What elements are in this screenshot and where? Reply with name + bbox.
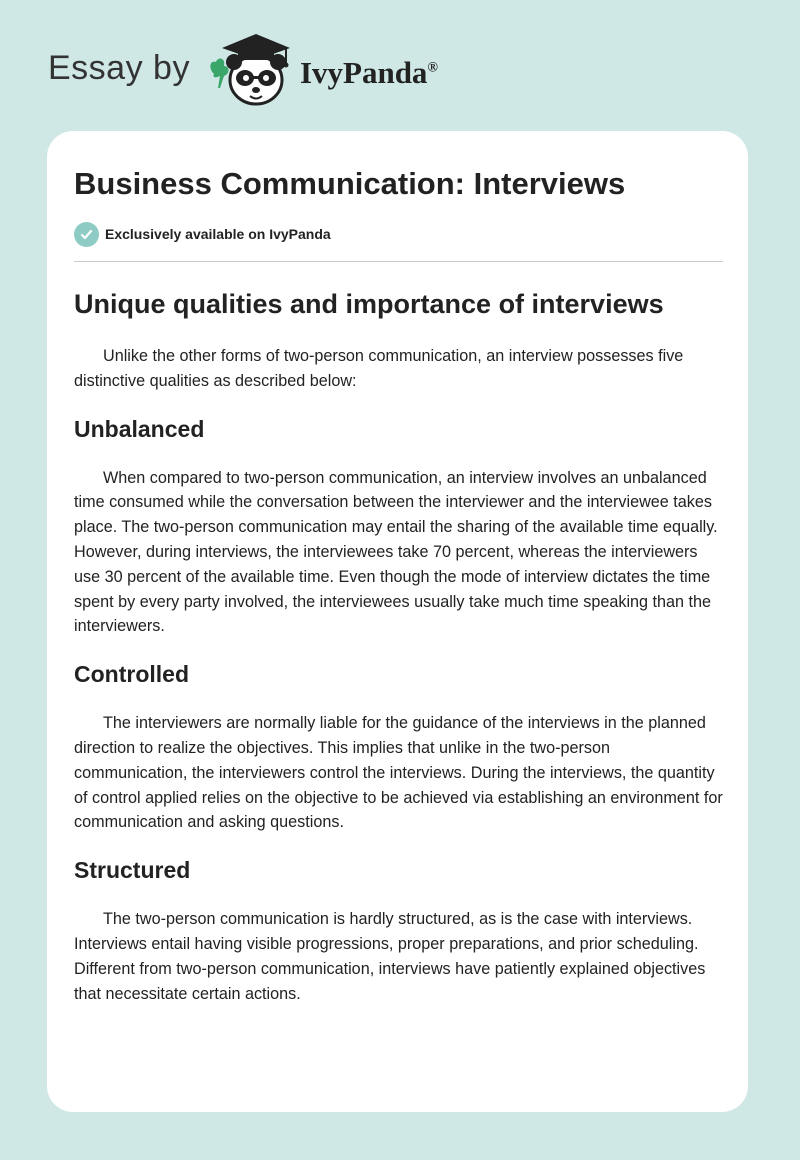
paragraph-controlled: The interviewers are normally liable for the guidance of the interviews in the planned direction to realize the objectives. This implies that unlike in the two-person communication, the interviewers control the interviews. During the interviews, the quantity of control applied relies on the objective to be achieved via establishing an environment for communication and asking questions. [74,714,723,832]
paragraph-structured: The two-person communication is hardly structured, as is the case with interviews. Interviews entail having visible progressions, proper preparations, and prior scheduling. Different from two-person communication, interviews have patiently explained objectives that necessitate certain actions. [74,910,706,1003]
section-heading: Unique qualities and importance of interviews [74,289,664,319]
badge-label: Exclusively available on IvyPanda [105,226,331,242]
paragraph-unbalanced: When compared to two-person communication, an interview involves an unbalanced time consumed while the conversation between the interviewer and the interviewee takes place. The two-person communication may entail the sharing of the available time equally. However, during interviews, the interviewees take 70 percent, whereas the interviewers use 30 percent of the available time. Even though the mode of interview dictates the time spent by every party involved, the interviewees usually take much time speaking than the interviewers. [74,468,718,636]
panda-graduate-icon[interactable] [204,30,296,110]
essay-by-label: Essay by [48,48,190,87]
divider [74,261,723,262]
site-header [48,30,438,110]
subheading-unbalanced: Unbalanced [74,415,205,442]
essay-card [47,131,748,1112]
subheading-structured: Structured [74,857,191,884]
registered-mark: ® [427,60,438,76]
page-title: Business Communication: Interviews [74,166,626,201]
essay-content [74,163,723,1006]
subheading-controlled: Controlled [74,661,189,688]
intro-paragraph: Unlike the other forms of two-person communication, an interview possesses five distinctive qualities as described below: [74,347,684,390]
exclusive-badge [74,221,723,247]
check-circle-icon [74,222,99,247]
brand-name[interactable] [300,55,438,91]
brand-text: IvyPanda [299,55,428,90]
